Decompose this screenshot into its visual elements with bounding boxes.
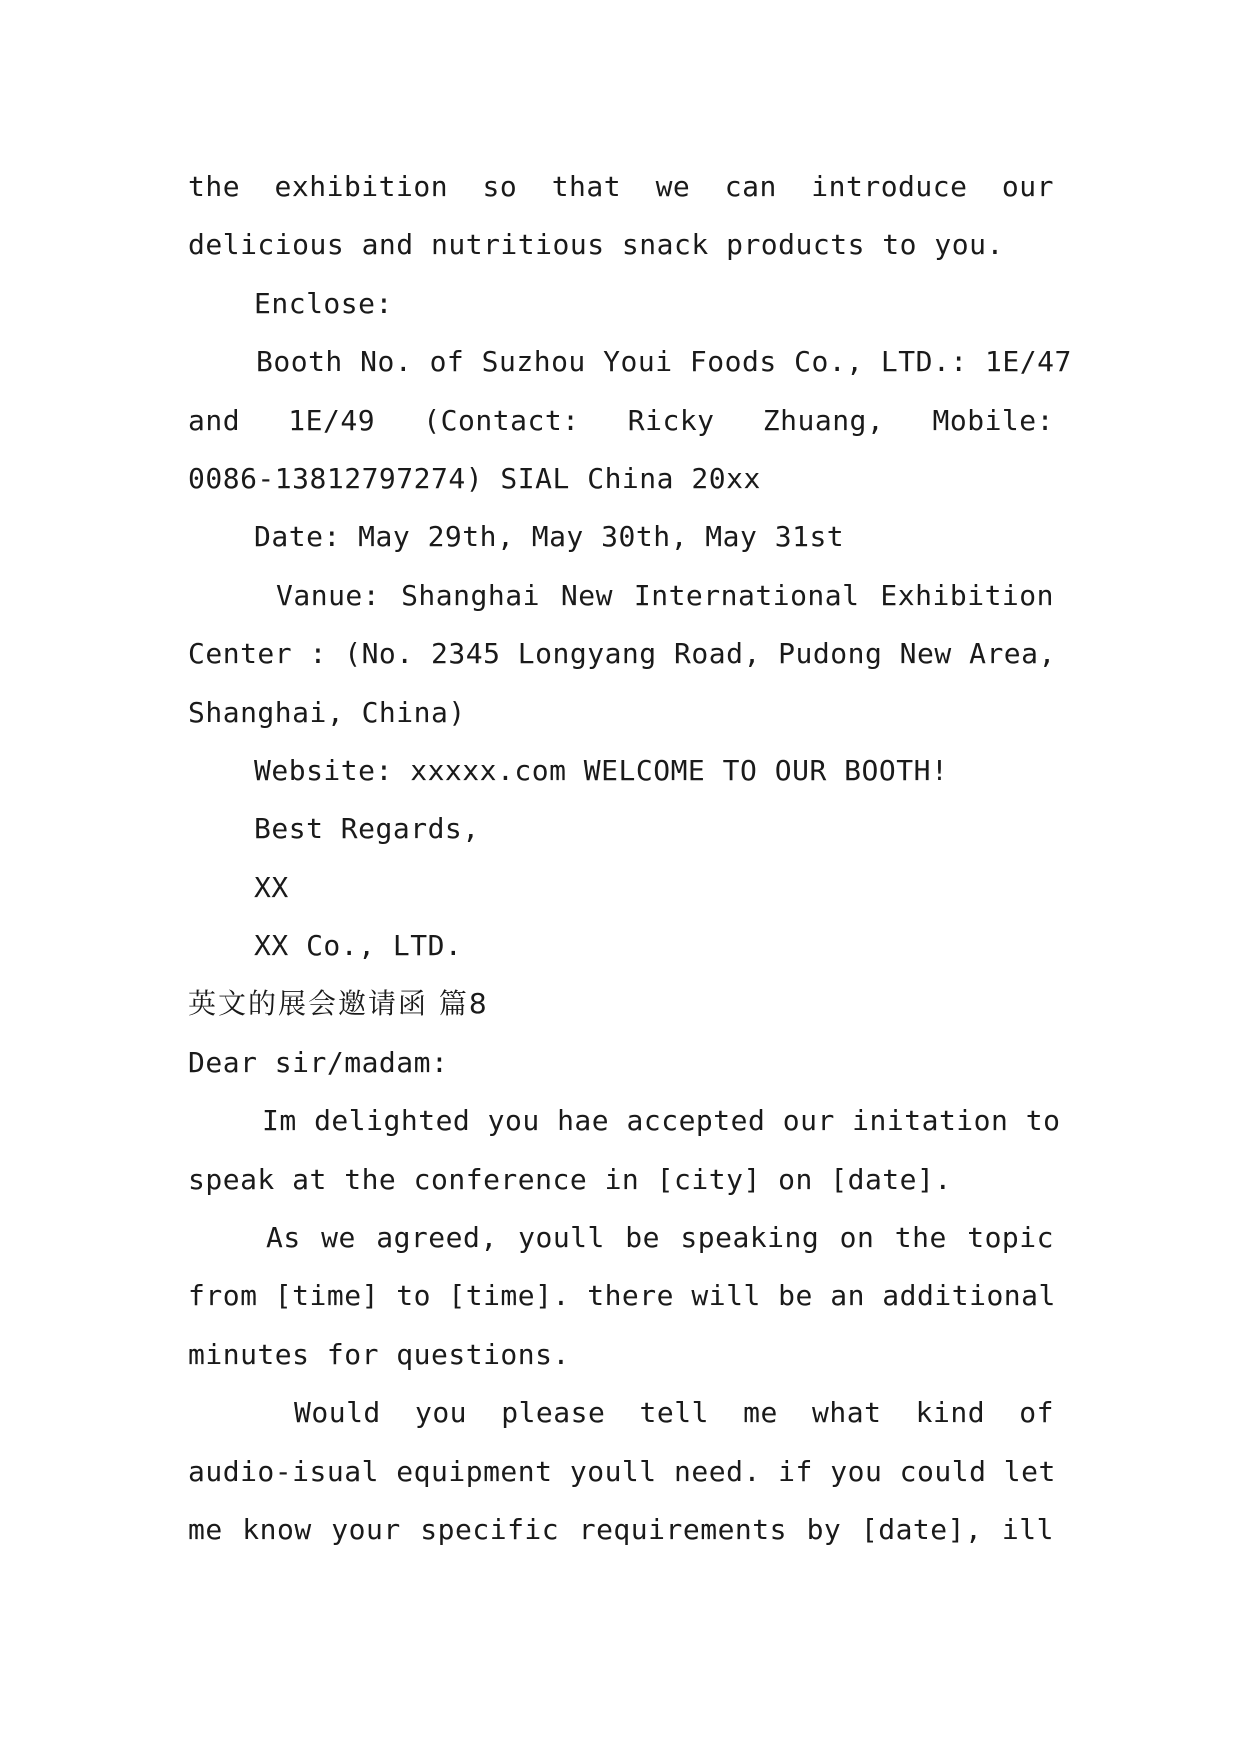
salutation: Dear sir/madam: — [188, 1045, 449, 1079]
text-line: Enclose: — [254, 286, 393, 320]
text-line: 0086-13812797274) SIAL China 20xx — [188, 461, 761, 495]
document-page — [188, 158, 1072, 1559]
text-line: Would you please tell me what kind of — [294, 1396, 1054, 1430]
text-line: speak at the conference in [city] on [date]. — [188, 1162, 952, 1196]
text-line: audio-isual equipment youll need. if you could let — [188, 1454, 1056, 1488]
text-line: delicious and nutritious snack products to you. — [188, 228, 1004, 262]
text-line: Date: May 29th, May 30th, May 31st — [254, 520, 845, 554]
text-line: Best Regards, — [254, 812, 480, 846]
text-line: Vanue: Shanghai New International Exhibition — [276, 578, 1054, 612]
text-line: Booth No. of Suzhou Youi Foods Co., LTD.: 1E/47 — [256, 345, 1072, 379]
text-line: the exhibition so that we can introduce our — [188, 170, 1054, 203]
text-line: Shanghai, China) — [188, 695, 466, 729]
text-line: XX — [254, 870, 289, 904]
text-line: Website: xxxxx.com WELCOME TO OUR BOOTH! — [254, 753, 949, 787]
text-line: XX Co., LTD. — [254, 929, 463, 963]
text-line: from [time] to [time]. there will be an additional — [188, 1279, 1056, 1313]
text-line: me know your specific requirements by [date], ill — [188, 1512, 1054, 1546]
text-line: and 1E/49 (Contact: Ricky Zhuang, Mobile: — [188, 403, 1054, 437]
text-line: Im delighted you hae accepted our initation to — [262, 1104, 1061, 1138]
text-line: minutes for questions. — [188, 1337, 570, 1371]
section-heading: 英文的展会邀请函 篇8 — [188, 987, 489, 1021]
text-line: Center : (No. 2345 Longyang Road, Pudong New Area, — [188, 637, 1056, 671]
text-line: As we agreed, youll be speaking on the topic — [266, 1221, 1054, 1255]
